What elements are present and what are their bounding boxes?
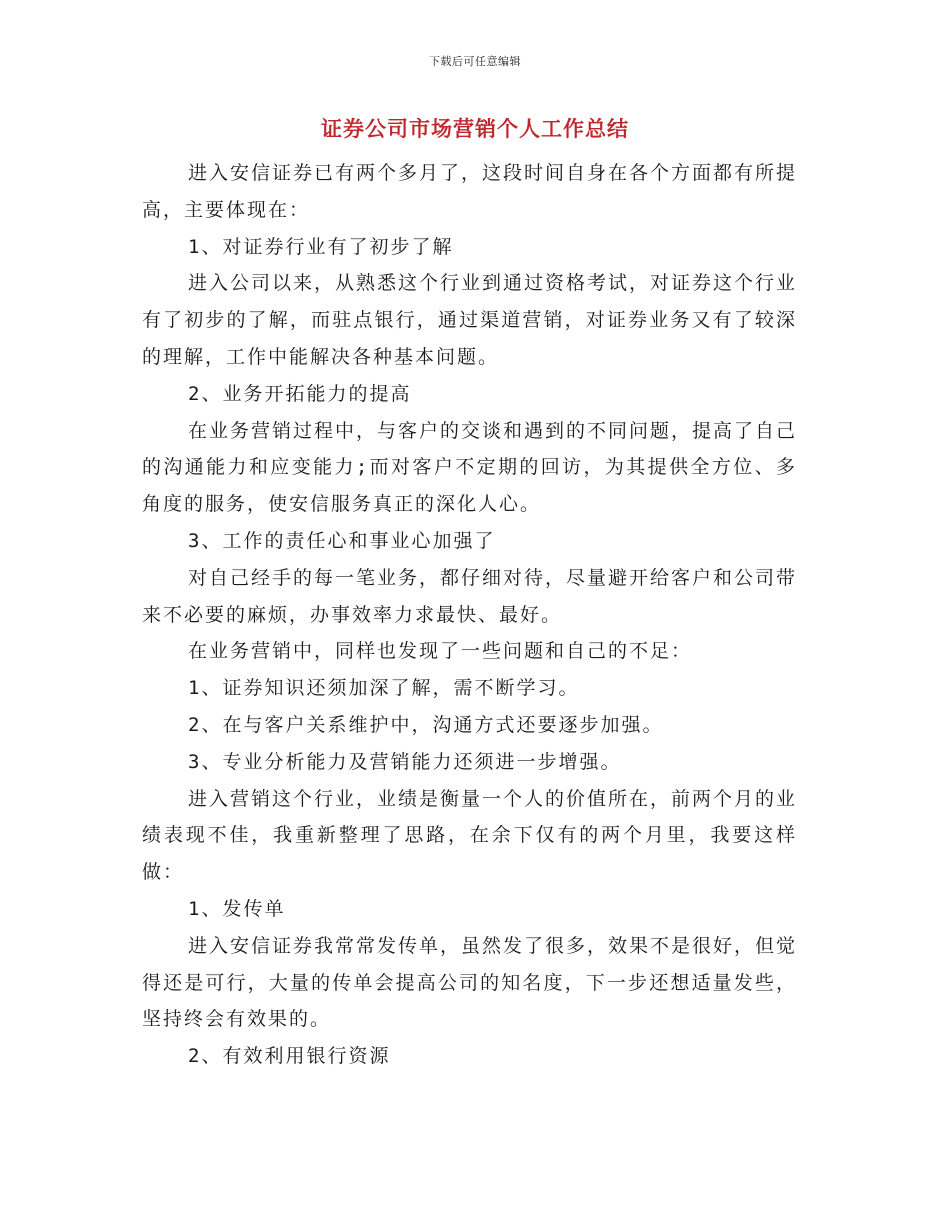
list-item: 3、专业分析能力及营销能力还须进一步增强。 bbox=[188, 750, 622, 773]
heading-item-1: 1、发传单 bbox=[188, 897, 286, 920]
paragraph: 进入营销这个行业，业绩是衡量一个人的价值所在，前两个月的业绩表现不佳，我重新整理了思路，在余下仅有的两个月里，我要这样做： bbox=[142, 787, 798, 884]
heading-item-2: 2、有效利用银行资源 bbox=[188, 1045, 391, 1068]
heading-item-2: 2、业务开拓能力的提高 bbox=[188, 382, 412, 405]
document-title: 证券公司市场营销个人工作总结 bbox=[321, 117, 629, 141]
paragraph-intro: 进入安信证券已有两个多月了，这段时间自身在各个方面都有所提高，主要体现在： bbox=[142, 162, 798, 221]
list-item: 1、证券知识还须加深了解，需不断学习。 bbox=[188, 677, 580, 700]
heading-item-3: 3、工作的责任心和事业心加强了 bbox=[188, 529, 496, 552]
list-item: 2、在与客户关系维护中，沟通方式还要逐步加强。 bbox=[188, 713, 664, 736]
heading-item-1: 1、对证券行业有了初步了解 bbox=[188, 235, 454, 258]
document-body bbox=[142, 155, 797, 1075]
paragraph: 进入公司以来，从熟悉这个行业到通过资格考试，对证券这个行业有了初步的了解，而驻点银行，通过渠道营销，对证券业务又有了较深的理解，工作中能解决各种基本问题。 bbox=[142, 272, 798, 368]
header-note: 下载后可任意编辑 bbox=[429, 55, 521, 68]
paragraph: 进入安信证券我常常发传单，虽然发了很多，效果不是很好，但觉得还是可行，大量的传单会提高公司的知名度，下一步还想适量发些，坚持终会有效果的。 bbox=[142, 934, 798, 1031]
paragraph: 在业务营销中，同样也发现了一些问题和自己的不足： bbox=[188, 640, 693, 663]
paragraph: 在业务营销过程中，与客户的交谈和遇到的不同问题，提高了自己的沟通能力和应变能力;而对客户不定期的回访，为其提供全方位、多角度的服务，使安信服务真正的深化人心。 bbox=[142, 419, 798, 516]
paragraph: 对自己经手的每一笔业务，都仔细对待，尽量避开给客户和公司带来不必要的麻烦，办事效率力求最快、最好。 bbox=[142, 566, 798, 626]
